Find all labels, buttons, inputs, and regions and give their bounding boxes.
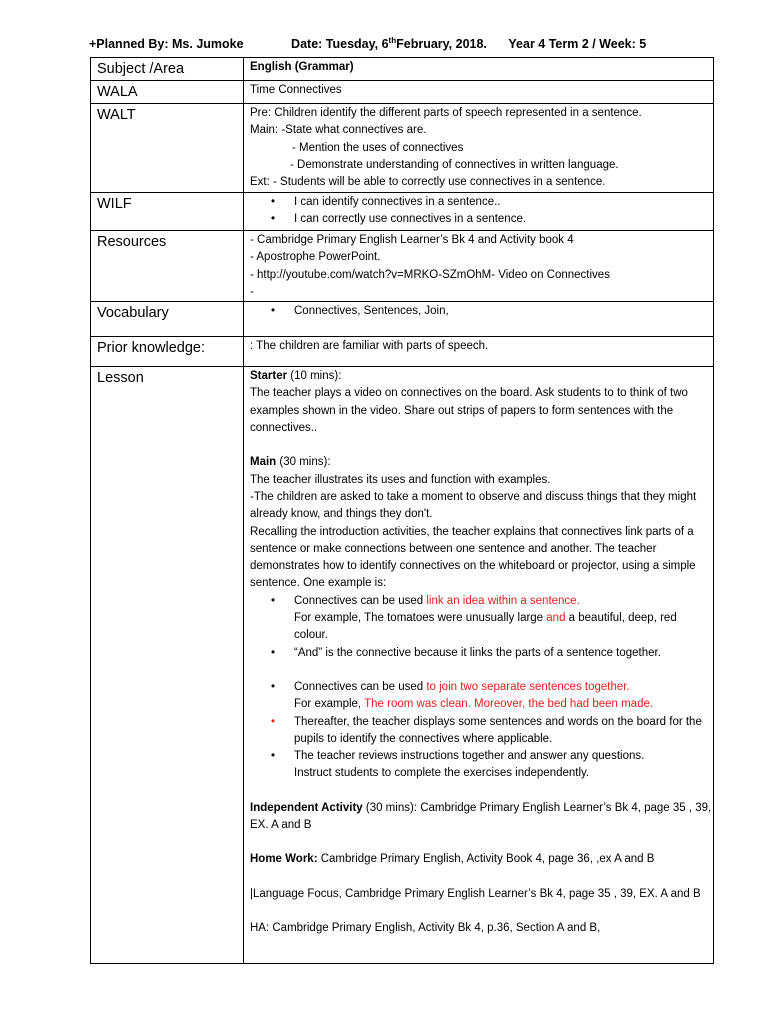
wilf-content [244, 193, 714, 231]
prior-knowledge-value: : The children are familiar with parts of speech. [244, 337, 714, 367]
wala-value: Time Connectives [244, 81, 714, 104]
row-prior-knowledge [91, 337, 714, 367]
main-heading: Main (30 mins): [250, 456, 331, 469]
lesson-content [244, 367, 714, 964]
lesson-bullet: • “And” is the connective because it links the parts of a sentence together. [294, 645, 713, 662]
main-text: -The children are asked to take a moment to observe and discuss things that they might already know, and things they don't. [250, 490, 697, 521]
row-walt [91, 104, 714, 193]
walt-main: Main: -State what connectives are. [250, 124, 427, 137]
label-vocabulary: Vocabulary [91, 302, 244, 337]
row-wala [91, 81, 714, 104]
label-subject: Subject /Area [91, 58, 244, 81]
independent-activity: Independent Activity (30 mins): Cambridge Primary English Learner’s Bk 4, page 35 , 39, EX. A and B [250, 801, 712, 832]
lesson-bullet: • The teacher reviews instructions together and answer any questions. Instruct students to complete the exercises independently. [294, 748, 713, 783]
vocabulary-item: • Connectives, Sentences, Join, [294, 303, 713, 320]
row-subject [91, 58, 714, 81]
lesson-plan-table [90, 57, 714, 964]
starter-heading: Starter (10 mins): [250, 370, 342, 383]
row-resources [91, 231, 714, 302]
main-text: Recalling the introduction activities, the teacher explains that connectives link parts of a sentence or make connections between one sentence and another. The teacher demonstrates how to identify connectives on the whiteboard or projector, using a simple sentence. One example is: [250, 525, 696, 590]
lesson-date: Date: Tuesday, 6thFebruary, 2018. [291, 35, 487, 51]
home-assignment: HA: Cambridge Primary English, Activity Bk 4, p.36, Section A and B, [250, 921, 601, 934]
resource-item: - [250, 285, 254, 298]
lesson-bullet: • Thereafter, the teacher displays some sentences and words on the board for the pupils to identify the connectives where applicable. [294, 714, 713, 749]
year-term-week: Year 4 Term 2 / Week: 5 [508, 37, 647, 51]
walt-main-3: - Demonstrate understanding of connectives in written language. [290, 158, 619, 171]
resource-item: - Apostrophe PowerPoint. [250, 251, 381, 264]
language-focus: |Language Focus, Cambridge Primary English Learner’s Bk 4, page 35 , 39, EX. A and B [250, 887, 701, 900]
homework: Home Work: Cambridge Primary English, Activity Book 4, page 36, ,ex A and B [250, 853, 655, 866]
row-wilf [91, 193, 714, 231]
vocabulary-content [244, 302, 714, 337]
label-lesson: Lesson [91, 367, 244, 964]
label-resources: Resources [91, 231, 244, 302]
label-prior-knowledge: Prior knowledge: [91, 337, 244, 367]
resources-content [244, 231, 714, 302]
wilf-item: • I can identify connectives in a sentence.. [294, 194, 713, 211]
walt-main-2: - Mention the uses of connectives [292, 141, 464, 154]
label-wilf: WILF [91, 193, 244, 231]
document-header [89, 37, 729, 51]
lesson-bullet: • Connectives can be used link an idea within a sentence. For example, The tomatoes were unusually large and a beautiful, deep, red colour. [294, 593, 713, 645]
walt-ext: Ext: - Students will be able to correctly use connectives in a sentence. [250, 176, 606, 189]
resource-item: - Cambridge Primary English Learner’s Bk 4 and Activity book 4 [250, 234, 574, 246]
label-walt: WALT [91, 104, 244, 193]
wilf-item: • I can correctly use connectives in a sentence. [294, 211, 713, 228]
resource-link: - http://youtube.com/watch?v=MRKO-SZmOhM- Video on Connectives [250, 268, 610, 281]
main-text: The teacher illustrates its uses and function with examples. [250, 473, 551, 486]
starter-text: The teacher plays a video on connectives on the board. Ask students to to think of two examples shown in the video. Share out strips of papers to form sentences with the connectives.. [250, 387, 688, 435]
row-lesson [91, 367, 714, 964]
row-vocabulary [91, 302, 714, 337]
label-wala: WALA [91, 81, 244, 104]
planned-by: +Planned By: Ms. Jumoke [89, 37, 244, 51]
subject-value: English (Grammar) [244, 58, 714, 81]
walt-content [244, 104, 714, 193]
lesson-bullet: • Connectives can be used to join two separate sentences together. For example, The room was clean. Moreover, the bed had been made. [294, 679, 713, 714]
walt-pre: Pre: Children identify the different parts of speech represented in a sentence. [250, 107, 642, 119]
